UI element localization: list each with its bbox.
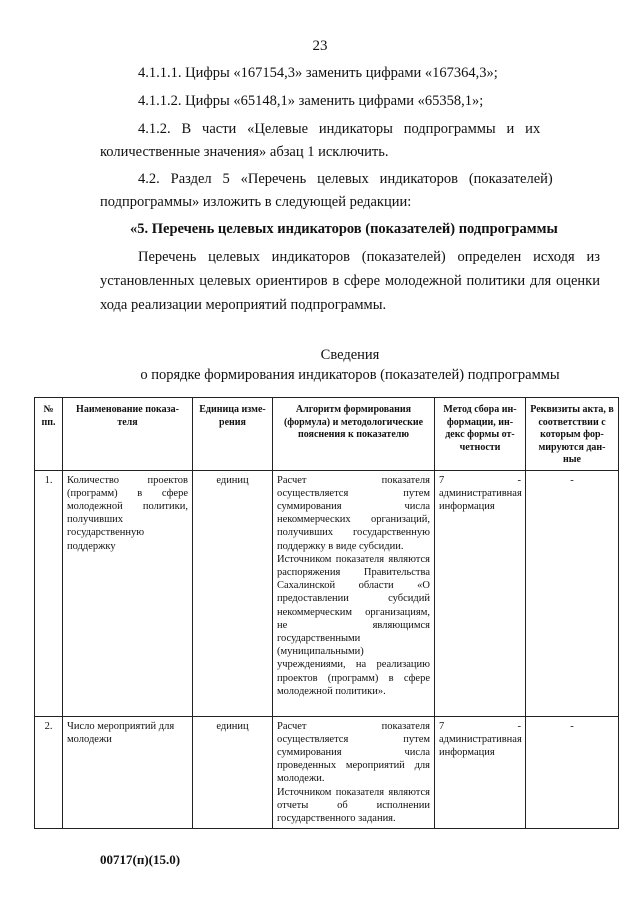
table-row	[35, 470, 619, 716]
row-collection-method: 7 - административная информация	[435, 470, 526, 716]
row-indicator-name: Число мероприятий для молодежи	[63, 716, 193, 829]
row-algorithm-source: Источником показателя являются распоряжения Правительства Сахалинской области «О предоставлении субсидий некоммерческим организациям, не являющимся государственными (муниципальными) учреждениями, на реализацию проектов (программ) в сфере молодежной политики».	[277, 553, 430, 697]
paragraph-4-1-1-1: 4.1.1.1. Цифры «167154,3» заменить цифрами «167364,3»;	[138, 65, 498, 81]
paragraph-4-2: 4.2. Раздел 5 «Перечень целевых индикаторов (показателей) подпрограммы» изложить в следующей редакции:	[100, 171, 553, 210]
document-code: 00717(п)(15.0)	[100, 852, 181, 867]
paragraph-4-1-2: 4.1.2. В части «Целевые индикаторы подпрограммы и их количественные значения» абзац 1 исключить.	[100, 121, 541, 160]
row-algorithm	[273, 470, 435, 716]
header-collection-method: Метод сбора ин-формации, ин-декс формы от-четности	[435, 398, 526, 471]
header-indicator-name: Наименование показа-теля	[63, 398, 193, 471]
row-unit: единиц	[193, 470, 273, 716]
indicators-table	[34, 397, 619, 829]
section-heading: «5. Перечень целевых индикаторов (показателей) подпрограммы	[130, 221, 558, 237]
row-algorithm	[273, 716, 435, 829]
row-number: 1.	[35, 470, 63, 716]
paragraph-4-1-1-2: 4.1.1.2. Цифры «65148,1» заменить цифрами «65358,1»;	[138, 93, 484, 109]
row-algorithm-source: Источником показателя являются отчеты об исполнении государственного задания.	[277, 786, 430, 824]
row-indicator-name: Количество проектов (программ) в сфере молодежной политики, получивших государственную поддержку	[63, 470, 193, 716]
row-act-details: -	[526, 470, 619, 716]
table-header-row	[35, 398, 619, 471]
row-algorithm-calc: Расчет показателя осуществляется путем суммирования числа некоммерческих организаций, получивших государственную поддержку в виде субсидии.	[277, 474, 430, 552]
row-unit: единиц	[193, 716, 273, 829]
row-collection-method: 7 - административная информация	[435, 716, 526, 829]
table-row	[35, 716, 619, 829]
paragraph-list-description: Перечень целевых индикаторов (показателей) определен исходя из установленных целевых ориентиров в сфере молодежной политики для оценки хода реализации мероприятий подпрограммы.	[100, 249, 600, 313]
table-title: Сведения о порядке формирования индикаторов (показателей) подпрограммы	[140, 347, 560, 383]
row-number: 2.	[35, 716, 63, 829]
row-act-details: -	[526, 716, 619, 829]
row-algorithm-calc: Расчет показателя осуществляется путем суммирования числа проведенных мероприятий для молодежи.	[277, 720, 430, 785]
page-number: 23	[312, 38, 328, 54]
header-unit: Единица изме-рения	[193, 398, 273, 471]
header-number: № пп.	[35, 398, 63, 471]
header-algorithm: Алгоритм формирования (формула) и методологические пояснения к показателю	[273, 398, 435, 471]
header-act-details: Реквизиты акта, в соответствии с которым фор-мируются дан-ные	[526, 398, 619, 471]
